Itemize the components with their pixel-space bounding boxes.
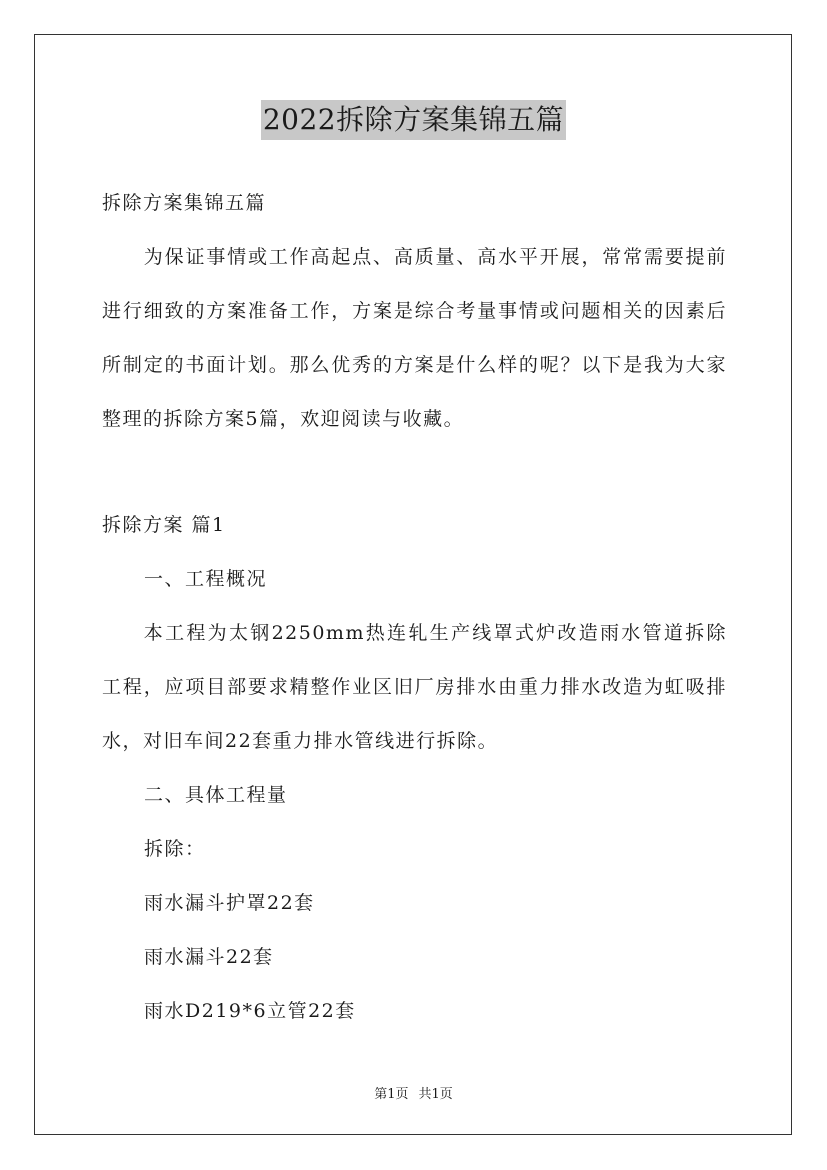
list-item: 雨水D219*6立管22套 — [144, 1000, 356, 1022]
title-container — [0, 100, 827, 140]
page-footer — [0, 1083, 827, 1102]
page-number: 第1页 — [374, 1087, 409, 1102]
list-item: 雨水漏斗护罩22套 — [144, 892, 315, 914]
overview-heading: 一、工程概况 — [144, 568, 268, 590]
intro-paragraph: 为保证事情或工作高起点、高质量、高水平开展，常常需要提前进行细致的方案准备工作，方案是综合考量事情或问题相关的因素后所制定的书面计划。那么优秀的方案是什么样的呢？以下是我为大家整理的拆除方案5篇，欢迎阅读与收藏。 — [102, 246, 727, 430]
blank-line — [102, 446, 727, 498]
document-title: 2022拆除方案集锦五篇 — [261, 100, 566, 140]
overview-paragraph: 本工程为太钢2250mm热连轧生产线罩式炉改造雨水管道拆除工程，应项目部要求精整作业区旧厂房排水由重力排水改造为虹吸排水，对旧车间22套重力排水管线进行拆除。 — [102, 622, 727, 752]
demolition-label: 拆除： — [144, 838, 206, 860]
document-body — [102, 176, 727, 1038]
quantity-heading: 二、具体工程量 — [144, 784, 288, 806]
page-total: 共1页 — [418, 1087, 453, 1102]
section-heading: 拆除方案 篇1 — [102, 514, 226, 536]
subtitle: 拆除方案集锦五篇 — [102, 192, 267, 214]
list-item: 雨水漏斗22套 — [144, 946, 274, 968]
